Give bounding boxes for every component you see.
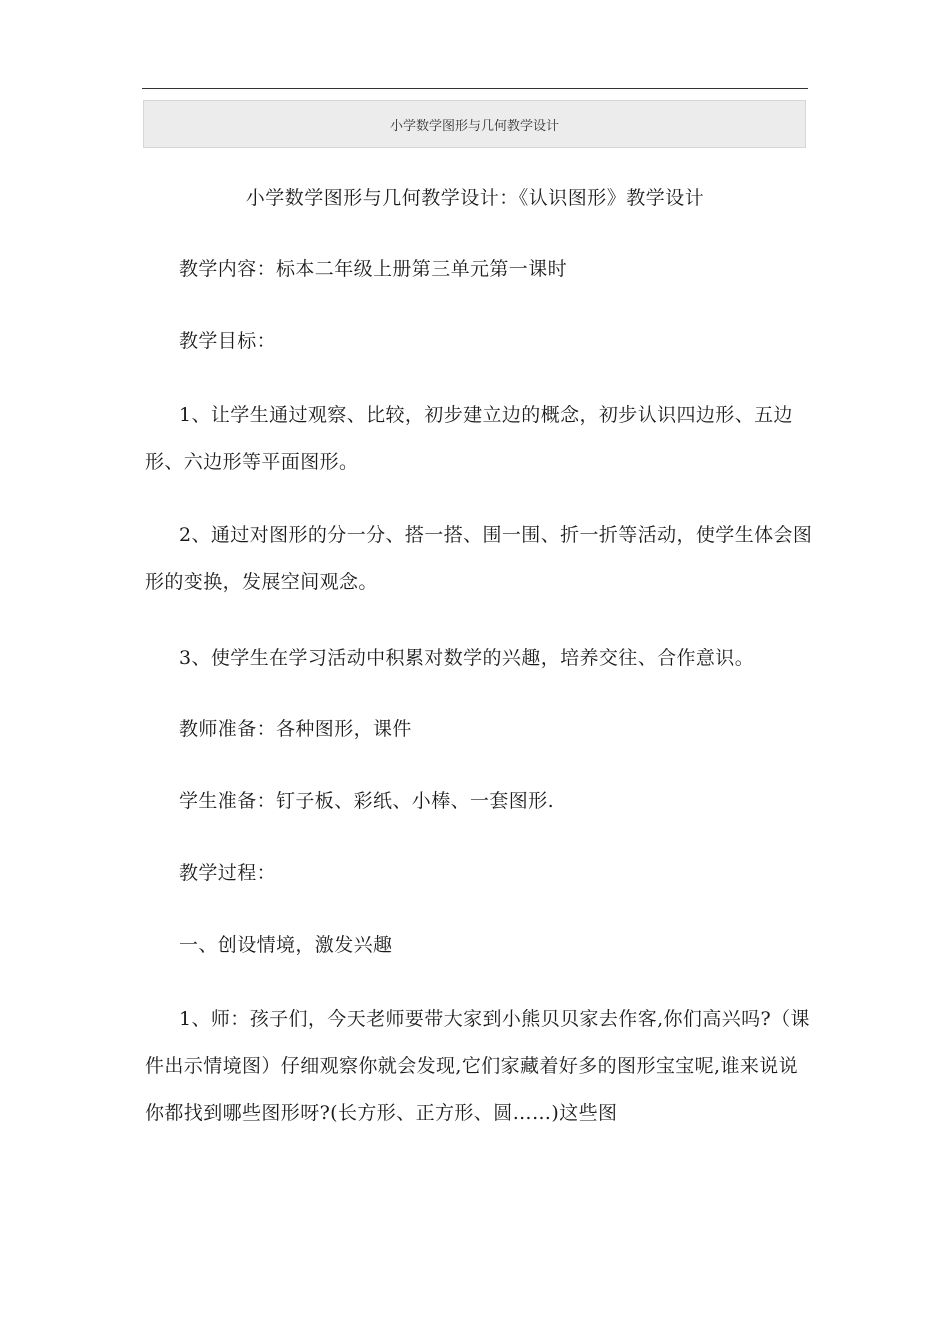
running-header [143, 100, 806, 148]
paragraph-process-heading: 教学过程： [179, 862, 277, 884]
paragraph-goal-2: 2、通过对图形的分一分、搭一搭、围一围、折一折等活动，使学生体会图形的变换，发展空间观念。 [145, 524, 813, 593]
document-title: 小学数学图形与几何教学设计：《认识图形》教学设计 [245, 187, 705, 209]
paragraph-section-1: 一、创设情境，激发兴趣 [179, 934, 393, 956]
header-rule [142, 88, 808, 89]
running-header-title: 小学数学图形与几何教学设计 [389, 118, 559, 134]
paragraph-content: 教学内容：标本二年级上册第三单元第一课时 [179, 258, 568, 280]
paragraph-goal-3: 3、使学生在学习活动中积累对数学的兴趣，培养交往、合作意识。 [179, 647, 755, 669]
paragraph-goal-1: 1、让学生通过观察、比较，初步建立边的概念，初步认识四边形、五边形、六边形等平面图形。 [145, 404, 793, 473]
paragraph-goals-heading: 教学目标： [179, 330, 277, 352]
paragraph-step-1: 1、师：孩子们，今天老师要带大家到小熊贝贝家去作客,你们高兴吗?（课件出示情境图）仔细观察你就会发现,它们家藏着好多的图形宝宝呢,谁来说说你都找到哪些图形呀?(长方形、正方形、圆……)这些图 [145, 1008, 810, 1124]
paragraph-student-prep: 学生准备：钉子板、彩纸、小棒、一套图形. [179, 790, 555, 812]
paragraph-teacher-prep: 教师准备：各种图形，课件 [179, 718, 412, 740]
